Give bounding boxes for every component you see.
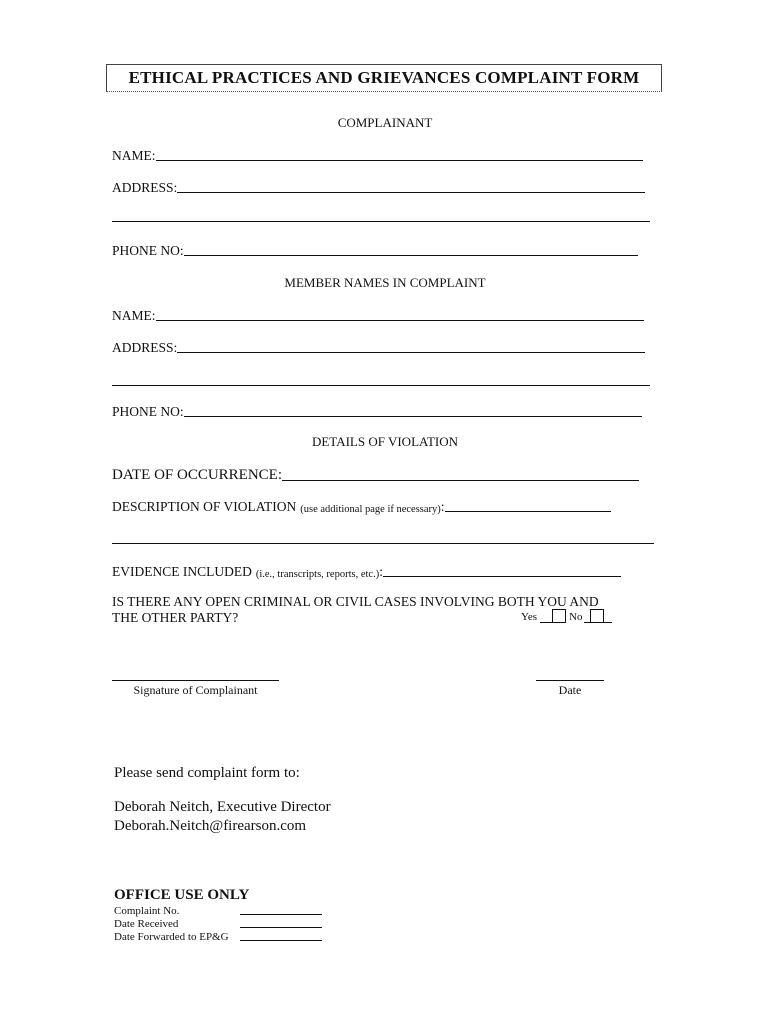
contact-name: Deborah Neitch, Executive Director [114, 799, 331, 815]
contact-email[interactable]: Deborah.Neitch@firearson.com [114, 818, 307, 834]
date-signature-label: Date [558, 683, 582, 697]
open-cases-answer [521, 609, 612, 623]
complainant-address-row [112, 178, 645, 196]
member-address-label: ADDRESS: [112, 340, 178, 355]
form-title: ETHICAL PRACTICES AND GRIEVANCES COMPLAINT FORM [106, 64, 662, 92]
member-phone-row [112, 402, 642, 420]
complainant-name-field[interactable] [156, 160, 643, 161]
complaint-no-label: Complaint No. [114, 905, 180, 917]
office-use-heading: OFFICE USE ONLY [114, 887, 250, 903]
member-address-field[interactable] [177, 352, 645, 353]
date-forwarded-field[interactable] [240, 940, 322, 941]
description-field[interactable] [445, 511, 611, 512]
member-name-label: NAME: [112, 308, 156, 323]
member-address-row [112, 338, 645, 356]
complainant-heading: COMPLAINANT [337, 115, 433, 130]
member-heading: MEMBER NAMES IN COMPLAINT [284, 275, 486, 290]
no-label: No [569, 611, 583, 623]
evidence-note: (i.e., transcripts, reports, etc.) [255, 569, 380, 580]
open-cases-question-line2: THE OTHER PARTY? [112, 610, 239, 625]
date-of-occurrence-row [112, 466, 639, 484]
date-of-occurrence-field[interactable] [282, 480, 639, 481]
complainant-name-label: NAME: [112, 148, 156, 163]
complaint-no-row [114, 905, 322, 917]
date-received-row [114, 918, 322, 930]
date-of-occurrence-label: DATE OF OCCURRENCE: [112, 467, 283, 483]
member-phone-label: PHONE NO: [112, 404, 184, 419]
complainant-address-field[interactable] [177, 192, 645, 193]
member-phone-field[interactable] [184, 416, 642, 417]
member-address-line2[interactable] [112, 385, 650, 386]
description-label: DESCRIPTION OF VIOLATION [112, 499, 297, 514]
complainant-phone-label: PHONE NO: [112, 243, 184, 258]
evidence-label: EVIDENCE INCLUDED [112, 564, 252, 579]
evidence-row [112, 562, 621, 580]
violation-heading: DETAILS OF VIOLATION [311, 434, 459, 449]
description-line2[interactable] [112, 543, 654, 544]
date-received-label: Date Received [114, 918, 179, 930]
complainant-phone-field[interactable] [184, 255, 638, 256]
complainant-address-label: ADDRESS: [112, 180, 178, 195]
signature-line[interactable] [112, 680, 279, 681]
date-signature-line[interactable] [536, 680, 604, 681]
member-name-field[interactable] [156, 320, 644, 321]
yes-checkbox[interactable] [552, 609, 566, 623]
send-instruction: Please send complaint form to: [114, 765, 300, 781]
date-received-field[interactable] [240, 927, 322, 928]
evidence-colon: : [379, 564, 383, 579]
signature-label: Signature of Complainant [133, 683, 258, 697]
complainant-name-row [112, 146, 643, 164]
date-forwarded-label: Date Forwarded to EP&G [114, 931, 229, 943]
complainant-phone-row [112, 241, 638, 259]
yes-label: Yes [521, 611, 538, 623]
no-checkbox[interactable] [590, 609, 604, 623]
complainant-address-line2[interactable] [112, 221, 650, 222]
yes-underline [540, 622, 552, 623]
member-name-row [112, 306, 644, 324]
date-forwarded-row [114, 931, 322, 943]
no-underline-tail [604, 622, 612, 623]
complaint-no-field[interactable] [240, 914, 322, 915]
evidence-field[interactable] [383, 576, 621, 577]
description-note: (use additional page if necessary) [300, 504, 441, 515]
description-colon: : [440, 499, 445, 514]
open-cases-question-line1: IS THERE ANY OPEN CRIMINAL OR CIVIL CASES INVOLVING BOTH YOU AND [112, 594, 599, 609]
description-row [112, 497, 611, 515]
